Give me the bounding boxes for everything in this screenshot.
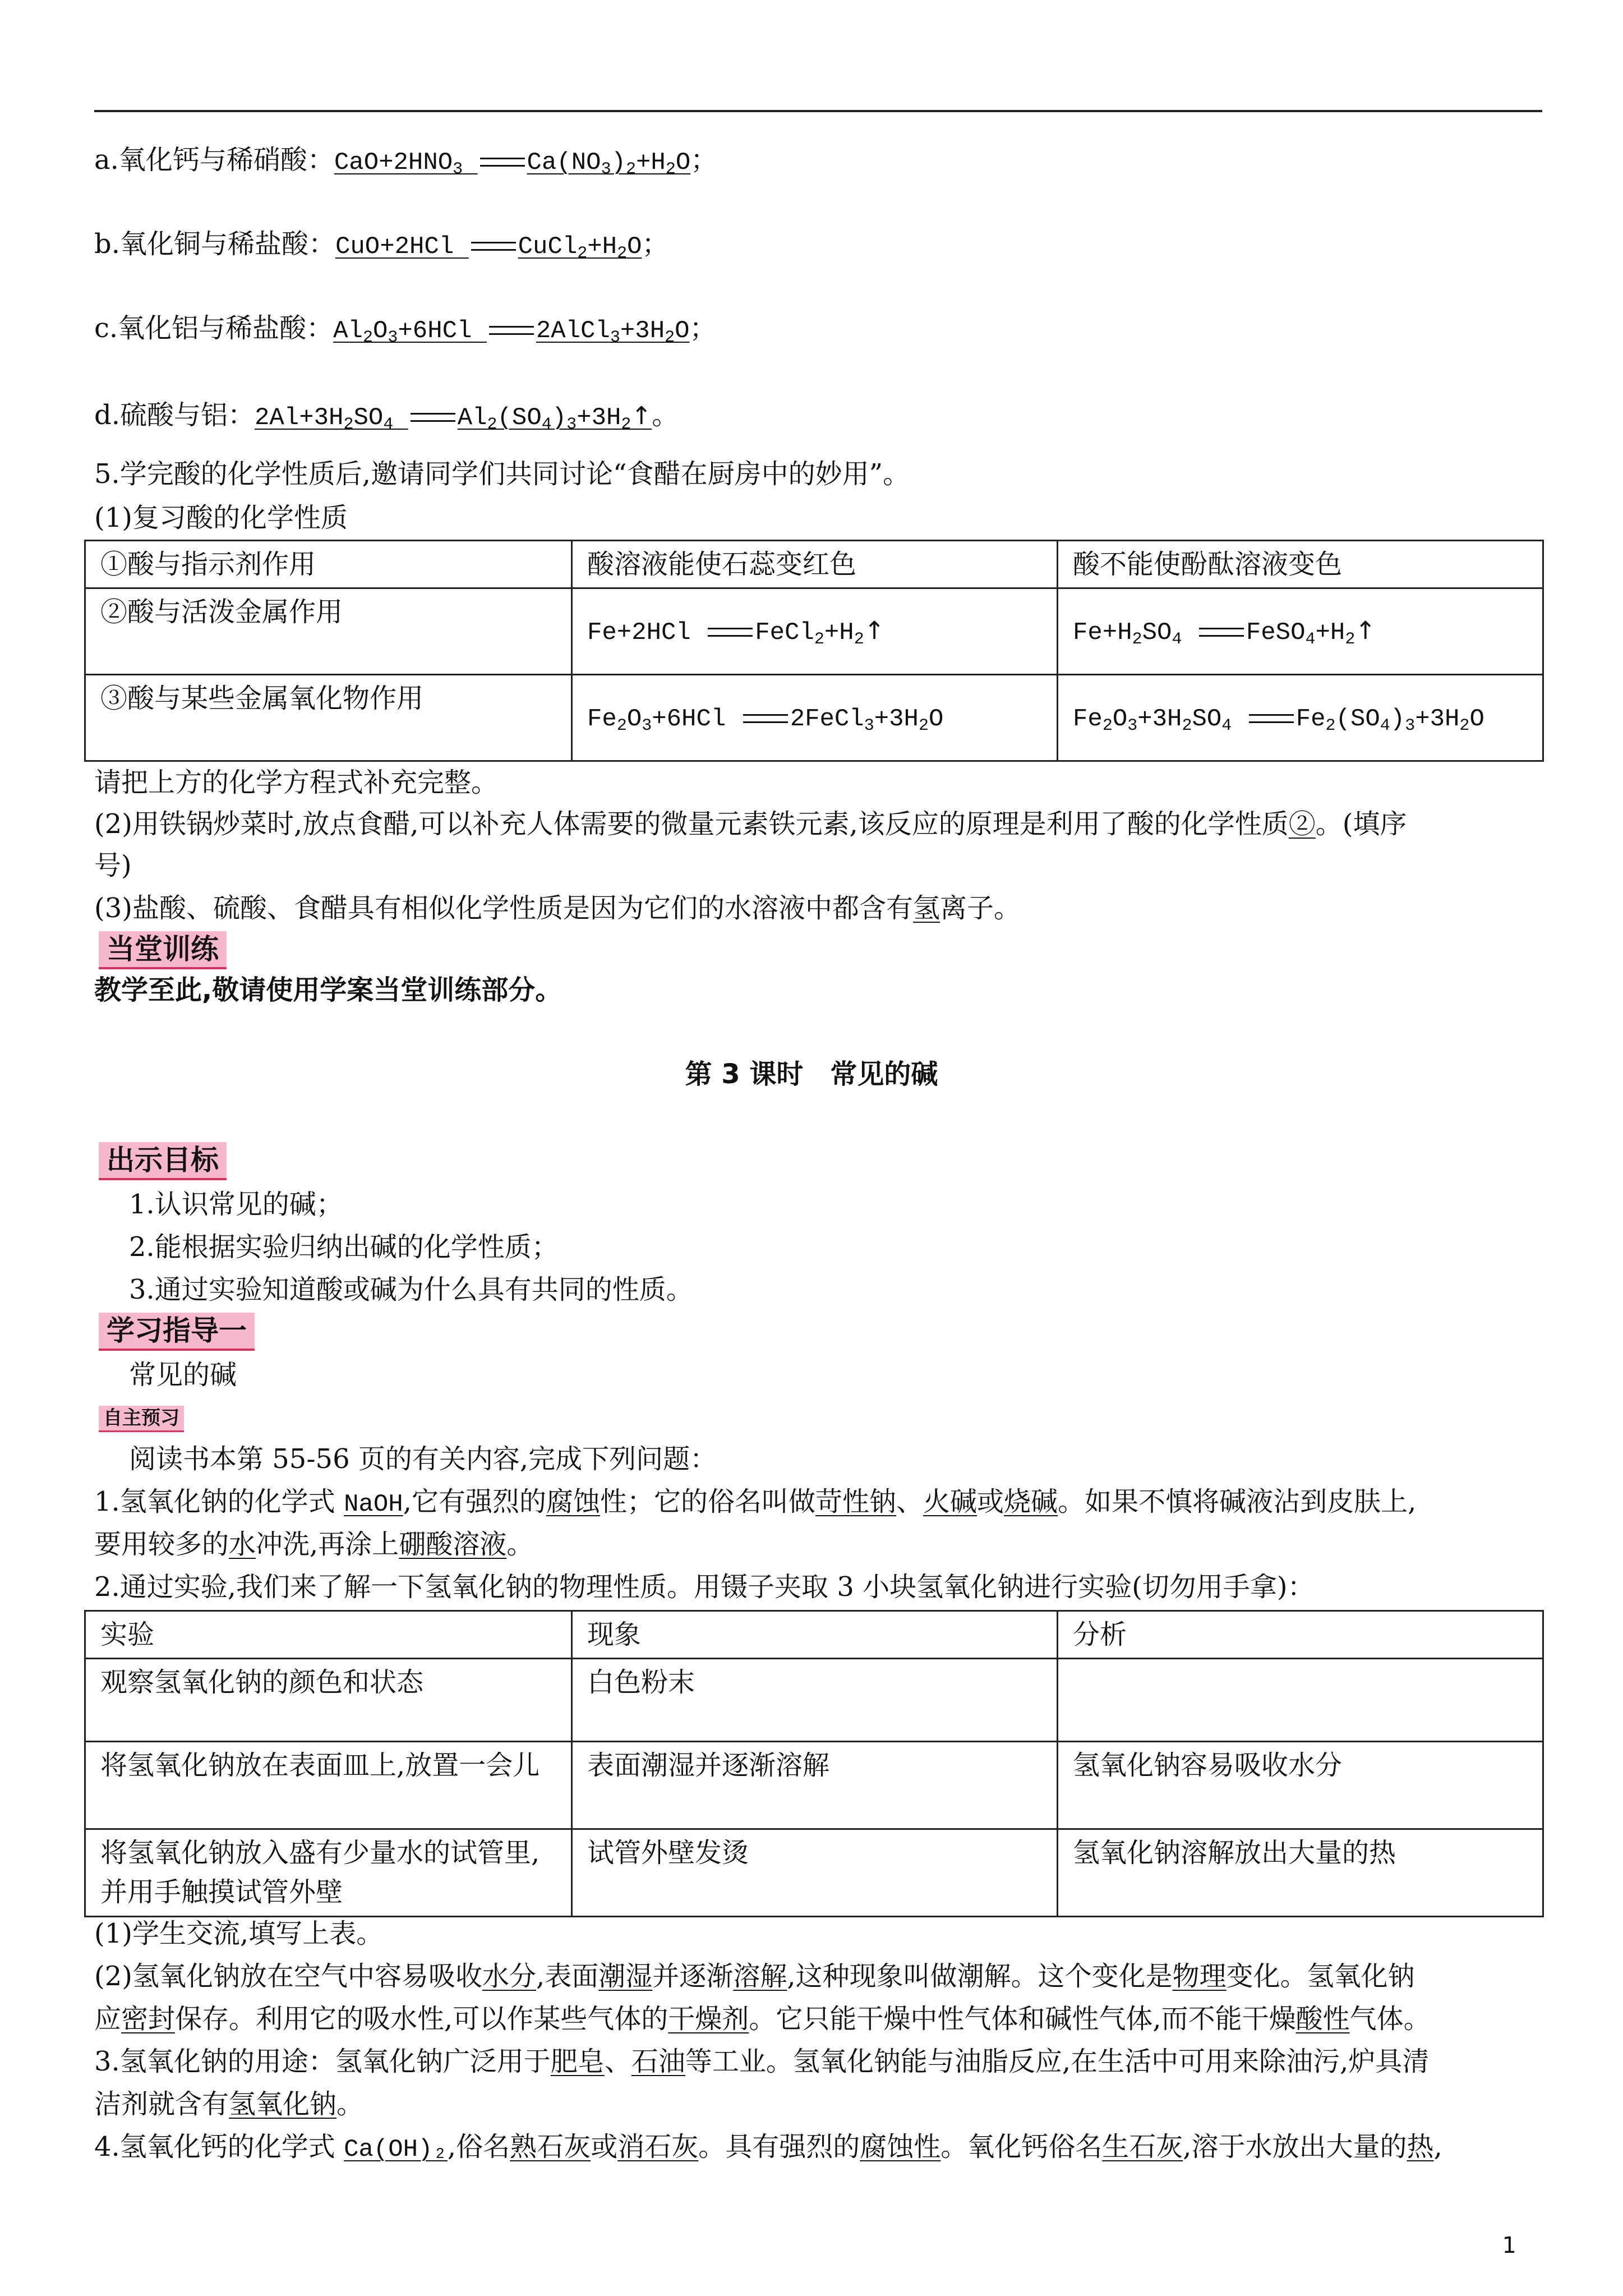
preview-tag: 自主预习	[99, 1406, 184, 1432]
text: ,表面	[536, 1961, 599, 1992]
line-c-prefix: c.氧化铝与稀盐酸：	[94, 312, 334, 344]
page-number: 1	[1502, 2233, 1516, 2258]
equation-a: $CaO+2HNO_3$ $Ca(NO_3)_2+H_2O$	[334, 149, 691, 179]
answer: 腐蚀性	[860, 2131, 941, 2162]
answer: 氢	[913, 892, 940, 924]
answer: 氢氧化钠	[229, 2088, 337, 2120]
semicolon: ；	[642, 228, 669, 260]
table-cell-equation: Fe+2HCl $FeCl_2+H_2↑$	[572, 588, 1058, 675]
table-cell: ②酸与活泼金属作用	[85, 588, 572, 675]
text: 。它只能干燥中性气体和碱性气体,而不能干燥	[749, 2003, 1296, 2035]
equation-d: $2Al+3H_2SO_4$ $Al_2(SO_4)_3+3H_2↑$	[255, 402, 652, 434]
text: ,这种现象叫做潮解。这个变化是	[787, 1961, 1173, 1992]
goals-tag: 出示目标	[99, 1142, 227, 1180]
table-row	[85, 1659, 1543, 1742]
step-1: (1)学生交流,填写上表。	[94, 1918, 384, 1949]
guide-tag: 学习指导一	[99, 1313, 255, 1351]
text: 。	[336, 2088, 364, 2120]
table-cell: 氢氧化钠容易吸收水分	[1058, 1742, 1543, 1829]
training-note: 教学至此,敬请使用学案当堂训练部分。	[94, 974, 562, 1006]
header-rule	[94, 110, 1542, 112]
table-cell-equation: $Fe_2O_3+6HCl$ $2FeCl_3+3H_2O$	[572, 675, 1058, 761]
text: 气体。	[1349, 2003, 1431, 2035]
text: 变化。氢氧化钠	[1226, 1961, 1415, 1992]
answer: 水分	[482, 1961, 537, 1992]
goal-item: 2.能根据实验归纳出碱的化学性质；	[129, 1231, 559, 1263]
answer: 消石灰	[617, 2131, 699, 2162]
text: 3.氢氧化钠的用途：氢氧化钠广泛用于	[94, 2046, 551, 2077]
table-row	[85, 541, 1543, 588]
text: 应	[94, 2003, 122, 2035]
paragraph-2: 2.通过实验,我们来了解一下氢氧化钠的物理性质。用镊子夹取 3 小块氢氧化钠进行实验(切勿用手拿)：	[94, 1571, 1315, 1603]
line-d-prefix: d.硫酸与铝：	[94, 399, 255, 431]
table-header-cell: 分析	[1058, 1611, 1543, 1659]
answer: 苛性钠	[815, 1486, 896, 1517]
semicolon: ；	[690, 144, 718, 176]
answer: 酸性	[1295, 2003, 1350, 2035]
semicolon: ；	[689, 312, 717, 344]
line-d	[94, 395, 679, 438]
text: 性；它的俗名叫做	[600, 1486, 815, 1517]
line-a-prefix: a.氧化钙与稀硝酸：	[94, 144, 334, 176]
table-row	[85, 1829, 1543, 1917]
text: 要用较多的	[94, 1529, 229, 1560]
table-row	[85, 675, 1543, 761]
equation-c: $Al_2O_3+6HCl$ $2AlCl_3+3H_2O$	[333, 317, 690, 347]
table-cell: 试管外壁发烫	[572, 1829, 1058, 1917]
line-b-prefix: b.氧化铜与稀盐酸：	[94, 228, 335, 260]
table-cell: 将氢氧化钠放入盛有少量水的试管里,并用手触摸试管外壁	[85, 1829, 572, 1917]
text: 。氧化钙俗名	[940, 2131, 1103, 2162]
text: 。(填序	[1315, 808, 1407, 840]
answer: 热	[1407, 2131, 1434, 2162]
text: 洁剂就含有	[94, 2088, 229, 2120]
paragraph-1-cont	[94, 1525, 533, 1564]
goal-item: 3.通过实验知道酸或碱为什么具有共同的性质。	[129, 1274, 693, 1305]
text: 或	[591, 2131, 618, 2162]
table-header-cell: 现象	[572, 1611, 1058, 1659]
text: ,	[1433, 2131, 1442, 2162]
text: 、	[896, 1486, 924, 1517]
question-5-3	[94, 889, 1021, 928]
text: 。如果不慎将碱液沾到皮肤上,	[1058, 1486, 1417, 1517]
answer: 肥皂	[550, 2046, 605, 2077]
table-row	[85, 1742, 1543, 1829]
period: 。	[652, 399, 679, 431]
answer: 硼酸溶液	[399, 1529, 507, 1560]
text: 或	[977, 1486, 1004, 1517]
line-b	[94, 224, 669, 266]
table-cell-equation: $Fe_2O_3+3H_2SO_4$ $Fe_2(SO_4)_3+3H_2O$	[1058, 675, 1543, 761]
answer: 溶解	[733, 1961, 787, 1992]
table-cell: 酸不能使酚酞溶液变色	[1058, 541, 1543, 588]
fill-instruction: 请把上方的化学方程式补充完整。	[94, 767, 499, 798]
text: (2)氢氧化钠放在空气中容易吸收	[94, 1961, 482, 1992]
answer: 腐蚀	[546, 1486, 600, 1517]
answer: 生石灰	[1102, 2131, 1183, 2162]
answer: 水	[229, 1529, 256, 1560]
line-c	[94, 309, 717, 351]
table-row	[85, 588, 1543, 675]
table-cell: 氢氧化钠溶解放出大量的热	[1058, 1829, 1543, 1917]
answer: 干燥剂	[668, 2003, 749, 2035]
answer: 石油	[631, 2046, 685, 2077]
text: 。	[506, 1529, 534, 1560]
table-cell: 酸溶液能使石蕊变红色	[572, 541, 1058, 588]
text: 并逐渐	[652, 1961, 734, 1992]
answer: 火碱	[923, 1486, 978, 1517]
paragraph-1	[94, 1482, 1416, 1524]
step-2	[94, 1957, 1415, 1996]
training-tag: 当堂训练	[99, 931, 227, 969]
text: 1.氢氧化钠的化学式	[94, 1486, 344, 1517]
step-3-cont	[94, 2085, 363, 2124]
table-cell-equation: $Fe+H_2SO_4$ $FeSO_4+H_2↑$	[1058, 588, 1543, 675]
text: 。具有强烈的	[698, 2131, 860, 2162]
text: 、	[604, 2046, 631, 2077]
guide-topic: 常见的碱	[129, 1359, 237, 1391]
step-4	[94, 2127, 1442, 2169]
answer: ②	[1288, 808, 1316, 840]
answer: 烧碱	[1004, 1486, 1058, 1517]
text: (2)用铁锅炒菜时,放点食醋,可以补充人体需要的微量元素铁元素,该反应的原理是利用了酸的化学性质	[94, 808, 1289, 840]
question-5-2	[94, 804, 1407, 844]
text: 冲洗,再涂上	[256, 1529, 399, 1560]
answer: NaOH	[344, 1490, 403, 1519]
naoh-experiment-table	[84, 1610, 1544, 1917]
question-5-1: (1)复习酸的化学性质	[94, 502, 348, 533]
text: ,它有强烈的	[403, 1486, 546, 1517]
text: ,溶于水放出大量的	[1183, 2131, 1407, 2162]
text: 等工业。氢氧化钠能与油脂反应,在生活中可用来除油污,炉具清	[685, 2046, 1430, 2077]
answer: Ca(OH)₂	[344, 2136, 448, 2164]
goal-item: 1.认识常见的碱；	[129, 1189, 343, 1220]
text: ,俗名	[447, 2131, 510, 2162]
equation-b: CuO+2HCl $CuCl_2+H_2O$	[335, 233, 642, 263]
text: 保存。利用它的吸水性,可以作某些气体的	[175, 2003, 668, 2035]
table-cell: 表面潮湿并逐渐溶解	[572, 1742, 1058, 1829]
table-cell: ③酸与某些金属氧化物作用	[85, 675, 572, 761]
table-header-cell: 实验	[85, 1611, 572, 1659]
reading-instruction: 阅读书本第 55-56 页的有关内容,完成下列问题：	[129, 1443, 717, 1475]
answer: 潮湿	[598, 1961, 653, 1992]
answer: 密封	[121, 2003, 176, 2035]
acid-properties-table	[84, 540, 1544, 762]
step-3	[94, 2042, 1429, 2081]
table-cell: ①酸与指示剂作用	[85, 541, 572, 588]
lesson-title: 第 3 课时 常见的碱	[685, 1059, 938, 1090]
table-cell: 将氢氧化钠放在表面皿上,放置一会儿	[85, 1742, 572, 1829]
answer: 物理	[1172, 1961, 1227, 1992]
question-5-2-cont: 号)	[94, 850, 132, 881]
text: 4.氢氧化钙的化学式	[94, 2131, 344, 2162]
table-header-row	[85, 1611, 1543, 1659]
table-cell: 观察氢氧化钠的颜色和状态	[85, 1659, 572, 1742]
text: 离子。	[940, 892, 1021, 924]
text: (3)盐酸、硫酸、食醋具有相似化学性质是因为它们的水溶液中都含有	[94, 892, 913, 924]
question-5: 5.学完酸的化学性质后,邀请同学们共同讨论“食醋在厨房中的妙用”。	[94, 458, 910, 490]
line-a	[94, 140, 717, 182]
table-cell: 白色粉末	[572, 1659, 1058, 1742]
table-cell	[1058, 1659, 1543, 1742]
step-2-cont	[94, 1999, 1431, 2039]
answer: 熟石灰	[510, 2131, 591, 2162]
